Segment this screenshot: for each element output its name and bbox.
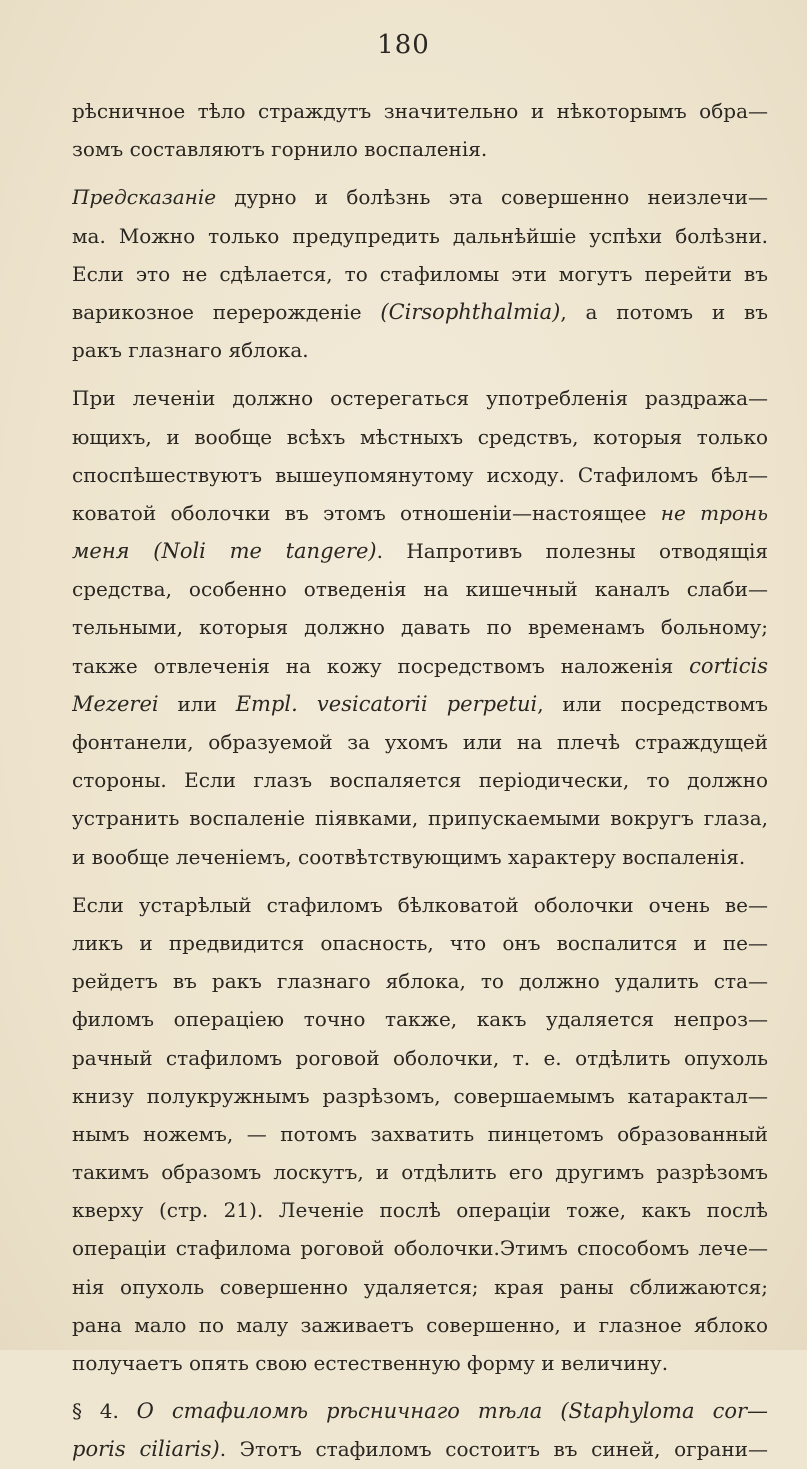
italic-term: Предсказаніе: [72, 185, 217, 210]
text-line: ма. Можно только предупредить дальнѣйшіе успѣхи болѣзни.: [72, 223, 768, 248]
text-line: также отвлеченія на кожу посредствомъ наложенія corticis: [72, 653, 768, 678]
text-line: варикозное перерожденіе (Cirsophthalmia), а потомъ и въ: [72, 299, 768, 324]
text-line: устранить воспаленіе піявками, припускаемыми вокругъ глаза,: [72, 806, 768, 831]
page-body: [72, 92, 768, 1469]
text-line: Если устарѣлый стафиломъ бѣлковатой оболочки очень ве—: [72, 892, 768, 917]
text-line: При леченіи должно остерегаться употребленія раздража—: [72, 386, 768, 411]
section-title: О стафиломѣ рѣсничнаго тѣла (Staphyloma cor—: [136, 1399, 768, 1424]
text-line: фонтанели, образуемой за ухомъ или на плечѣ страждущей: [72, 730, 768, 754]
text-line: poris ciliaris). Этотъ стафиломъ состоитъ въ синей, ограни—: [72, 1437, 768, 1462]
section-heading-line: [72, 1392, 768, 1430]
text-line: рана мало по малу заживаетъ совершенно, и глазное яблоко: [72, 1312, 768, 1337]
text-line: коватой оболочки въ этомъ отношеніи—настоящее не тронь: [72, 500, 768, 525]
latin-term: меня (Noli me tangere): [72, 539, 377, 564]
text-line: кверху (стр. 21). Леченіе послѣ операціи тоже, какъ послѣ: [72, 1198, 768, 1223]
section-number: § 4.: [72, 1399, 137, 1424]
text-line: нымъ ножемъ, — потомъ захватить пинцетомъ образованный: [72, 1121, 768, 1146]
paragraph: [72, 886, 768, 1382]
text-line: операціи стафилома роговой оболочки.Этимъ способомъ лече—: [72, 1236, 768, 1261]
text-line: тельными, которыя должно давать по временамъ больному;: [72, 615, 768, 640]
section-paragraph: [72, 1392, 768, 1468]
text-line: книзу полукружнымъ разрѣзомъ, совершаемымъ катарактал—: [72, 1083, 768, 1108]
text-line: получаетъ опять свою естественную форму и величину.: [72, 1351, 669, 1375]
text-line: Mezerei или Empl. vesicatorii perpetui, или посредствомъ: [72, 691, 768, 716]
text-line: Предсказаніе дурно и болѣзнь эта совершенно неизлечи—: [72, 185, 768, 210]
latin-term: Empl. vesicatorii perpetui: [235, 691, 538, 716]
text-line: зомъ составляютъ горнило воспаленія.: [72, 137, 488, 162]
italic-term: не тронь: [660, 500, 768, 525]
section-title: poris ciliaris): [72, 1437, 220, 1462]
text-line: ющихъ, и вообще всѣхъ мѣстныхъ средствъ, которыя только: [72, 424, 768, 449]
latin-term: corticis: [689, 653, 768, 678]
text-line: и вообще леченіемъ, соотвѣтствующимъ характеру воспаленія.: [72, 844, 746, 869]
text-line: рачный стафиломъ роговой оболочки, т. е. отдѣлить опухоль: [72, 1045, 768, 1070]
page-number: 180: [377, 30, 430, 60]
text-line: ракъ глазнаго яблока.: [72, 338, 309, 363]
paragraph: [72, 178, 768, 369]
text-line: стороны. Если глазъ воспаляется періодически, то должно: [72, 768, 768, 793]
text-line: филомъ операціею точно также, какъ удаляется непроз—: [72, 1007, 768, 1032]
text-line: нія опухоль совершенно удаляется; края раны сближаются;: [72, 1274, 768, 1299]
text-line: средства, особенно отведенія на кишечный каналъ слаби—: [72, 577, 768, 602]
text-line: споспѣшествуютъ вышеупомянутому исходу. Стафиломъ бѣл—: [72, 462, 768, 487]
paragraph: [72, 92, 768, 168]
text-line: меня (Noli me tangere). Напротивъ полезны отводящія: [72, 539, 768, 564]
text-line: рейдетъ въ ракъ глазнаго яблока, то должно удалить ста—: [72, 969, 768, 994]
text-line: такимъ образомъ лоскутъ, и отдѣлить его другимъ разрѣзомъ: [72, 1160, 768, 1185]
text-line: ликъ и предвидится опасность, что онъ воспалится и пе—: [72, 930, 768, 955]
text-line: Если это не сдѣлается, то стафиломы эти могутъ перейти въ: [72, 261, 768, 286]
paragraph: [72, 379, 768, 875]
latin-term: Mezerei: [72, 691, 159, 716]
text-line: рѣсничное тѣло страждутъ значительно и нѣкоторымъ обра—: [72, 99, 768, 123]
latin-term: (Cirsophthalmia): [380, 299, 561, 324]
